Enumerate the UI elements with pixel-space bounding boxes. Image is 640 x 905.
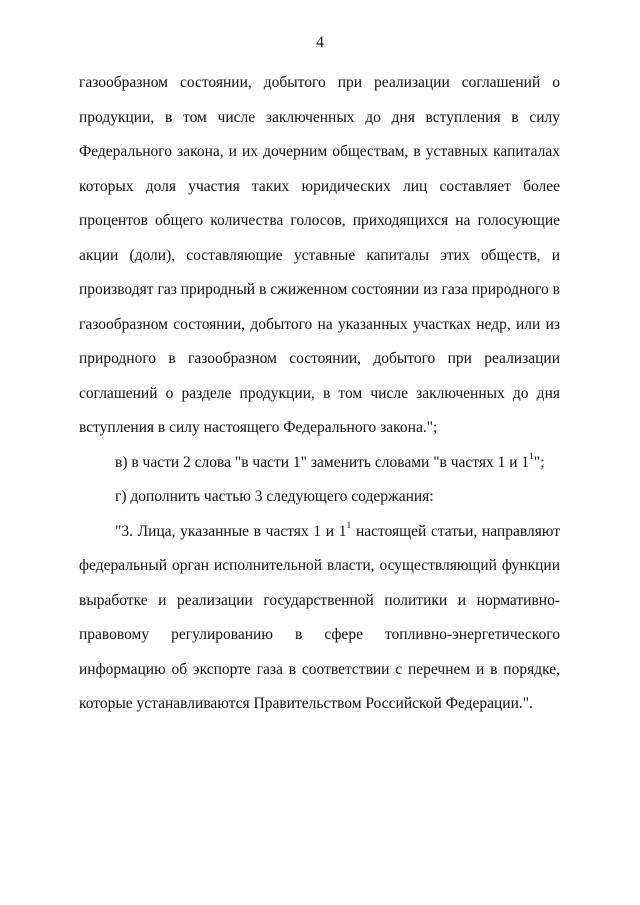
text-line: акции (доли), составляющие уставные капиталы этих обществ, и bbox=[79, 246, 560, 264]
part3-text: "3. Лица, указанные в частях 1 и 1 bbox=[115, 522, 347, 540]
text-line: выработке и реализации государственной политики и нормативно- bbox=[79, 591, 560, 609]
superscript: 1 bbox=[346, 521, 352, 532]
text-line: соглашений о разделе продукции, в том числе заключенных до дня bbox=[79, 384, 560, 402]
text-line: производят газ природный в сжиженном состоянии из газа природного в bbox=[79, 281, 560, 298]
text-line: газообразном состоянии, добытого на указанных участках недр, или из bbox=[79, 315, 560, 333]
text-line: Федерального закона, и их дочерним обществам, в уставных капиталах bbox=[79, 143, 560, 160]
superscript: 1 bbox=[529, 452, 534, 463]
page-number: 4 bbox=[316, 34, 324, 51]
item-b-text-end: "; bbox=[533, 453, 545, 471]
text-line: природного в газообразном состоянии, добытого при реализации bbox=[79, 350, 560, 367]
item-b-text: в) в части 2 слова "в части 1" заменить словами "в частях 1 и 1 bbox=[115, 453, 530, 471]
text-line: которых доля участия таких юридических лиц составляет более bbox=[79, 177, 560, 195]
part3-first-line bbox=[79, 515, 560, 550]
item-b-line bbox=[79, 446, 560, 481]
text-line: информацию об экспорте газа в соответствии с перечнем и в порядке, bbox=[79, 660, 560, 678]
text-line: которые устанавливаются Правительством Российской Федерации.". bbox=[79, 695, 533, 712]
document-body bbox=[79, 66, 560, 722]
text-line: федеральный орган исполнительной власти, осуществляющий функции bbox=[79, 557, 560, 574]
text-line: газообразном состоянии, добытого при реализации соглашений о bbox=[79, 74, 560, 91]
part3-text-end: настоящей статьи, направляют bbox=[355, 522, 560, 540]
text-line: правовому регулированию в сфере топливно-энергетического bbox=[79, 626, 560, 643]
text-line: вступления в силу настоящего Федерального закона."; bbox=[79, 419, 438, 436]
item-g-line: г) дополнить частью 3 следующего содержания: bbox=[115, 488, 434, 505]
text-line: процентов общего количества голосов, приходящихся на голосующие bbox=[79, 212, 560, 229]
text-line: продукции, в том числе заключенных до дня вступления в силу bbox=[79, 108, 560, 126]
